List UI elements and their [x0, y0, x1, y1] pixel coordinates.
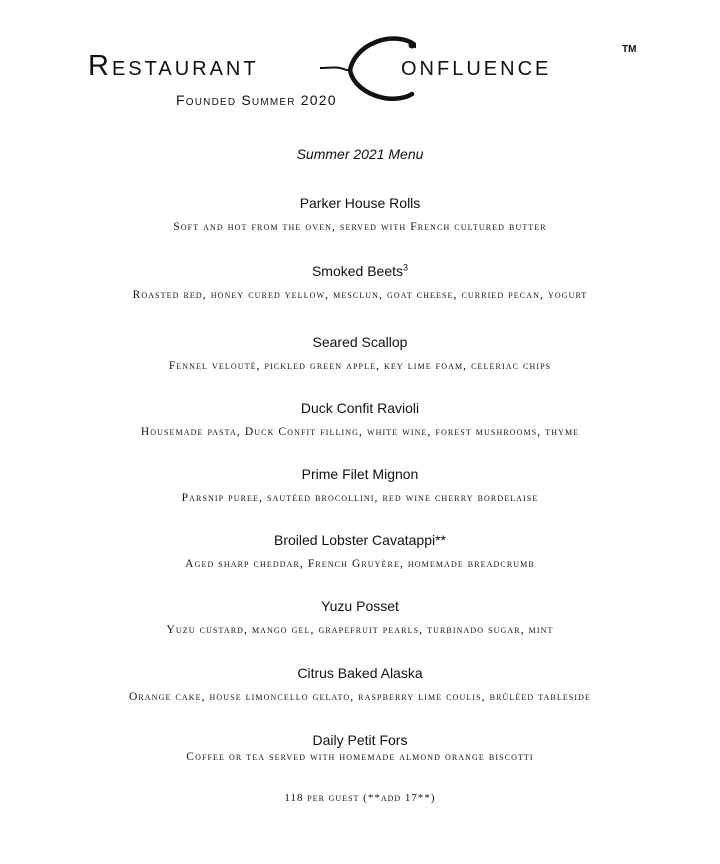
course-name: Daily Petit Fors	[312, 732, 408, 748]
course-name: Yuzu Posset	[321, 598, 399, 614]
course-item	[0, 597, 720, 637]
course-description: Fennel velouté, pickled green apple, key lime foam, celeriac chips	[168, 360, 552, 372]
course-description: Yuzu custard, mango gel, grapefruit pearls, turbinado sugar, mint	[166, 624, 554, 636]
course-name: Broiled Lobster Cavatappi**	[274, 532, 446, 548]
trademark-symbol: TM	[622, 44, 637, 55]
course-item	[0, 531, 720, 571]
course-item	[0, 399, 720, 439]
course-name: Citrus Baked Alaska	[297, 665, 423, 681]
tagline: Founded Summer 2020	[176, 92, 337, 108]
restaurant-header	[0, 0, 720, 120]
course-item	[0, 194, 720, 234]
course-description: Housemade pasta, Duck Confit filling, white wine, forest mushrooms, thyme	[140, 426, 580, 438]
course-item	[0, 465, 720, 505]
course-description: Soft and hot from the oven, served with French cultured butter	[173, 221, 547, 233]
menu-title: Summer 2021 Menu	[296, 146, 424, 162]
course-description: Roasted red, honey cured yellow, mesclun, goat cheese, curried pecan, yogurt	[132, 289, 588, 301]
course-item	[0, 262, 720, 302]
course-description: Aged sharp cheddar, French Gruyère, homemade breadcrumb	[185, 558, 535, 570]
course-name: Parker House Rolls	[299, 195, 421, 211]
price-note: 118 per guest (**add 17**)	[284, 792, 436, 804]
brand-name-left: Restaurant	[88, 50, 259, 82]
course-name: Prime Filet Mignon	[301, 466, 419, 482]
course-item	[0, 333, 720, 373]
brand-name-right: onfluence	[401, 50, 552, 82]
course-description: Coffee or tea served with homemade almond orange biscotti	[186, 751, 534, 763]
course-description: Orange cake, house limoncello gelato, raspberry lime coulis, brûléed tableside	[128, 691, 592, 703]
course-name: Duck Confit Ravioli	[300, 400, 420, 416]
course-name: Smoked Beets$^3$	[311, 262, 409, 279]
course-item	[0, 731, 720, 764]
course-item	[0, 664, 720, 704]
course-description: Parsnip puree, sautéed brocollini, red wine cherry bordelaise	[181, 492, 539, 504]
course-name: Seared Scallop	[312, 334, 408, 350]
